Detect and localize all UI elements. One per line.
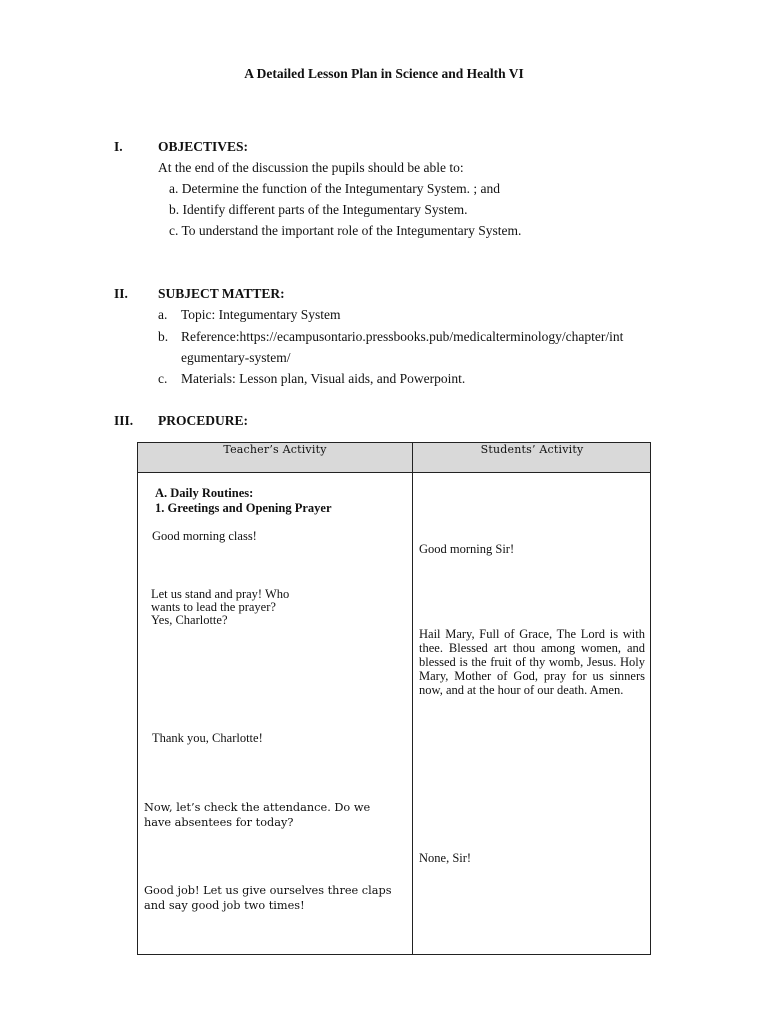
activity-table — [137, 442, 651, 955]
column-divider — [412, 443, 413, 954]
teacher-line: Good morning class! — [152, 529, 257, 543]
subsection-title: 1. Greetings and Opening Prayer — [155, 501, 332, 515]
document-title: A Detailed Lesson Plan in Science and Health VI — [244, 66, 524, 81]
procedure-number: III. — [114, 413, 134, 428]
subject-matter-number: II. — [114, 286, 128, 301]
student-line: None, Sir! — [419, 851, 472, 865]
header-students-activity: Students’ Activity — [480, 443, 584, 456]
subject-item-marker: b. — [158, 329, 169, 344]
teacher-line: wants to lead the prayer? — [151, 600, 276, 614]
subject-item-marker: a. — [158, 307, 168, 322]
subject-item-reference: Reference:https://ecampusontario.pressbooks.pub/medicalterminology/chapter/int — [181, 329, 624, 344]
subject-matter-heading: SUBJECT MATTER: — [158, 286, 285, 301]
teacher-line: Let us stand and pray! Who — [151, 587, 290, 601]
objectives-heading: OBJECTIVES: — [158, 139, 249, 154]
student-prayer: Hail Mary, Full of Grace, The Lord is with thee. Blessed art thou among women, and blessed is the fruit of thy womb, Jesus. Holy Mary, Mother of God, pray for us sinners now, and at the hour of our death. Amen. — [419, 627, 645, 697]
objective-item: a. Determine the function of the Integumentary System. ; and — [169, 181, 501, 196]
subject-item-reference-cont: egumentary-system/ — [181, 350, 291, 365]
teacher-line: Thank you, Charlotte! — [152, 731, 263, 745]
objective-item: b. Identify different parts of the Integumentary System. — [169, 202, 468, 217]
section-title: A. Daily Routines: — [155, 486, 254, 500]
subject-item-materials: Materials: Lesson plan, Visual aids, and Powerpoint. — [181, 371, 466, 386]
procedure-heading: PROCEDURE: — [158, 413, 248, 428]
teacher-line: and say good job two times! — [144, 899, 305, 912]
subject-item-topic: Topic: Integumentary System — [181, 307, 341, 322]
objectives-intro: At the end of the discussion the pupils should be able to: — [158, 160, 464, 175]
teacher-line: have absentees for today? — [144, 816, 294, 829]
teacher-line: Good job! Let us give ourselves three claps — [144, 884, 392, 897]
objectives-number: I. — [114, 139, 123, 154]
teacher-line: Yes, Charlotte? — [151, 613, 228, 627]
header-teachers-activity: Teacher’s Activity — [223, 443, 327, 456]
objective-item: c. To understand the important role of the Integumentary System. — [169, 223, 522, 238]
student-line: Good morning Sir! — [419, 542, 515, 556]
teacher-line: Now, let’s check the attendance. Do we — [144, 801, 371, 814]
subject-item-marker: c. — [158, 371, 168, 386]
